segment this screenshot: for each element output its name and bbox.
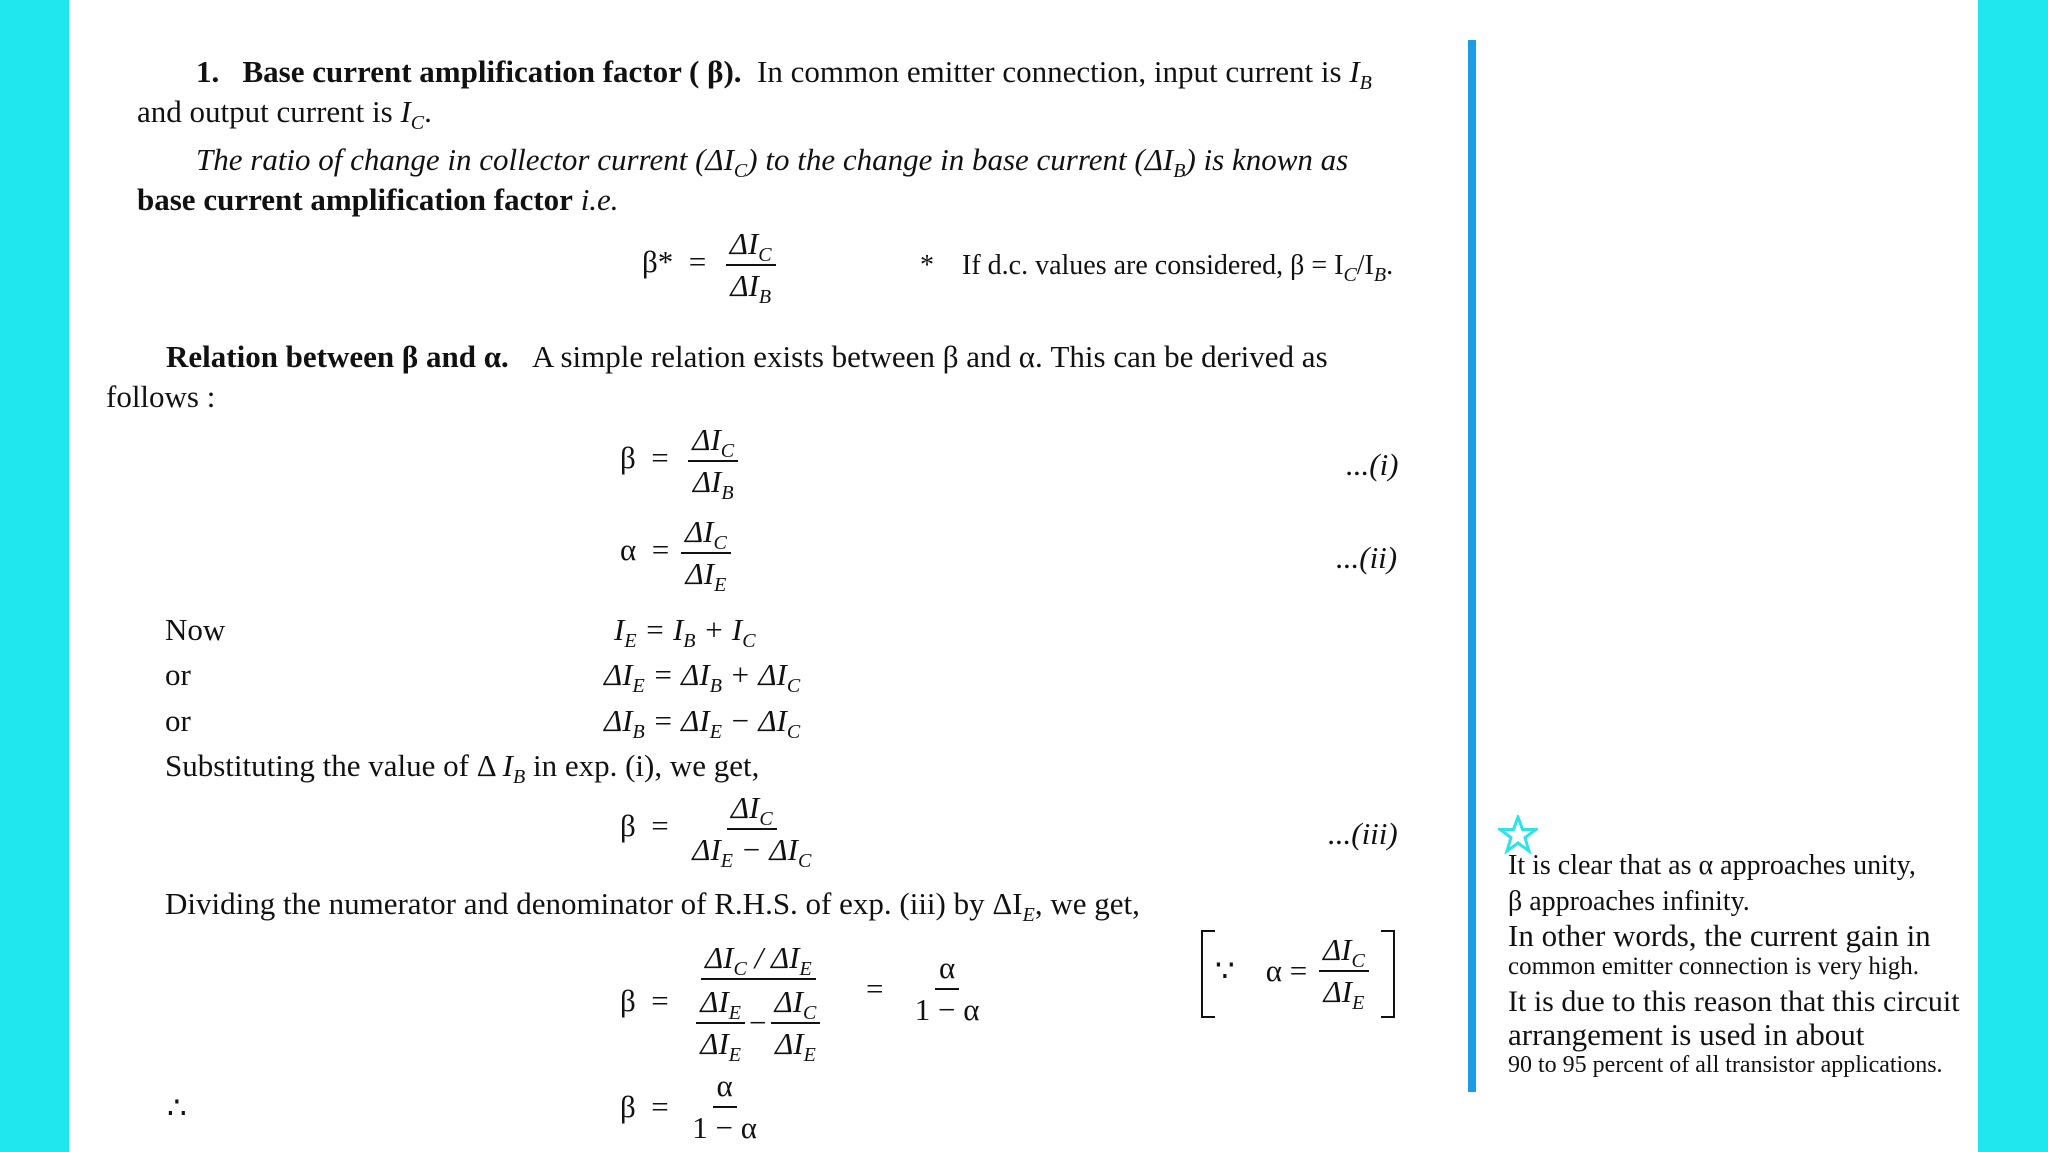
- ie-abbrev: i.e.: [572, 182, 619, 217]
- rhs-num: α: [935, 950, 959, 990]
- rhs-den: 1 − α: [914, 992, 980, 1027]
- fn-sub1: C: [1343, 264, 1357, 286]
- para2-var2: I: [1162, 142, 1174, 177]
- dividing-line: [165, 886, 1140, 926]
- frac-den-b: − ΔI: [733, 832, 798, 867]
- d1-den: ΔI: [700, 1026, 729, 1061]
- subst-var: I: [502, 748, 513, 783]
- sub-b: E: [709, 721, 722, 743]
- eq-lhs: α: [620, 532, 637, 568]
- tag-iii: ...(iii): [1328, 816, 1398, 851]
- sub-b: B: [683, 630, 696, 652]
- b-den-sub: E: [1352, 992, 1365, 1014]
- d2-num-sub: C: [803, 1002, 817, 1024]
- var-ic: I: [400, 94, 411, 129]
- expr-c: + ΔI: [721, 657, 787, 692]
- sub-b: B: [709, 675, 722, 697]
- para2-var1: I: [723, 142, 734, 177]
- star-icon: [1498, 815, 1538, 855]
- expr-c: + I: [695, 612, 743, 647]
- inner-fraction-1: [696, 984, 745, 1066]
- subst-text-b: in exp. (i), we get,: [525, 748, 760, 783]
- footnote-text: If d.c. values are considered, β = I: [962, 250, 1344, 281]
- fraction: [726, 226, 776, 308]
- b-num-sub: C: [1351, 950, 1365, 972]
- fraction: [681, 514, 731, 596]
- para2-text-c: ) is known as: [1185, 142, 1349, 177]
- frac-den-sub: B: [721, 482, 734, 504]
- label-or-1: or: [165, 657, 191, 692]
- para2-sub1: C: [733, 160, 748, 182]
- final-num: α: [713, 1068, 737, 1108]
- footnote: [920, 250, 1394, 286]
- para2-text-a: The ratio of change in collector current (Δ: [196, 142, 724, 177]
- d1-den-sub: E: [728, 1044, 742, 1066]
- dividing-text-b: , we get,: [1034, 886, 1140, 921]
- frac-den: ΔI: [685, 556, 715, 591]
- side-note-line-6: arrangement is used in about: [1508, 1017, 1865, 1052]
- eq-lhs: β: [620, 808, 636, 844]
- therefore-symbol: ∴: [167, 1090, 187, 1125]
- sub-c: C: [742, 630, 756, 652]
- fn-end: .: [1386, 250, 1394, 281]
- d2-den-sub: E: [803, 1044, 816, 1066]
- frac-den-sub: E: [714, 574, 727, 596]
- minus: −: [749, 1005, 767, 1040]
- subst-sub: B: [513, 766, 526, 788]
- equation-iii: β = $\frac{\Delta I_C}{\Delta I_E - \Delta I_C}$: [620, 790, 819, 868]
- tag-i: ...(i): [1346, 447, 1399, 482]
- para2-line1: [196, 142, 1349, 182]
- side-note-line-3: In other words, the current gain in: [1508, 918, 1931, 953]
- para2-text-b: ) to the change in base current (Δ: [747, 142, 1163, 177]
- relation-heading: Relation between β and α.: [166, 339, 509, 374]
- sub-c: C: [410, 112, 425, 134]
- expr-a: I: [614, 612, 625, 647]
- expr-b: = ΔI: [644, 703, 710, 738]
- num-mid: / ΔI: [746, 940, 800, 975]
- num-sub1: C: [733, 958, 747, 980]
- para1-number: 1.: [196, 54, 220, 89]
- expr-or-1: [604, 657, 801, 697]
- tag-ii: ...(ii): [1336, 540, 1398, 575]
- left-bracket: [1201, 930, 1215, 1018]
- expr-now: [614, 612, 756, 652]
- para1-line2: [137, 94, 432, 134]
- side-note-line-4: common emitter connection is very high.: [1508, 953, 1920, 980]
- relation-line2: follows :: [106, 379, 216, 414]
- frac-num-sub: C: [713, 532, 727, 554]
- rhs-fraction: [911, 950, 984, 1028]
- para1-text-b: and output current is: [137, 94, 401, 129]
- para1-line1: [196, 54, 1372, 94]
- equation-ii: α = $\frac{\Delta I_C}{\Delta I_E}$: [620, 514, 735, 592]
- para1-text-a: In common emitter connection, input current is: [757, 54, 1350, 89]
- frac-num: ΔI: [730, 790, 760, 825]
- frac-num-sub: C: [720, 440, 735, 462]
- fraction: [688, 790, 815, 872]
- right-bracket: [1381, 930, 1395, 1018]
- d1-num: ΔI: [700, 984, 729, 1019]
- frac-den-sub: B: [758, 286, 772, 308]
- label-now: Now: [165, 612, 226, 647]
- bold-term: base current amplification factor: [137, 182, 573, 217]
- d1-num-sub: E: [728, 1002, 742, 1024]
- eq-lhs: β: [620, 1089, 636, 1124]
- label-or-2: or: [165, 703, 191, 738]
- dividing-sub: E: [1022, 904, 1035, 926]
- expr-a: ΔI: [604, 703, 633, 738]
- sub-c: C: [786, 721, 801, 743]
- side-note-line-7: 90 to 95 percent of all transistor applications.: [1508, 1052, 1943, 1078]
- fraction: [688, 422, 738, 504]
- side-note-line-2: β approaches infinity.: [1508, 886, 1750, 917]
- sub-b: B: [1359, 72, 1372, 94]
- substituting-line: [165, 748, 760, 788]
- frac-num-sub: C: [759, 808, 773, 830]
- fn-mid: /I: [1356, 250, 1374, 281]
- final-den: 1 − α: [692, 1110, 757, 1145]
- var-ib: I: [1349, 54, 1360, 89]
- frac-num: ΔI: [729, 226, 759, 261]
- vertical-divider-bar: [1468, 40, 1476, 1092]
- frac-den-sub-b: C: [797, 850, 812, 872]
- final-fraction: [688, 1068, 761, 1146]
- equation-i: β = $\frac{\Delta I_C}{\Delta I_B}$: [620, 422, 742, 500]
- sub-c: C: [786, 675, 801, 697]
- sub-a: E: [624, 630, 637, 652]
- num: ΔI: [704, 940, 734, 975]
- dividing-text-a: Dividing the numerator and denominator of R.H.S. of exp. (iii) by ΔI: [165, 886, 1023, 921]
- equation-iv: β = $\Delta I_C / \Delta I_E$ $\frac{\Delta I_E}{\Delta I_E}$ − $\frac{\Delta I_C}{\Delta I_E}$: [620, 940, 832, 1062]
- alpha-eq: α =: [1265, 953, 1308, 988]
- side-note-line-5: It is due to this reason that this circuit: [1508, 985, 1960, 1018]
- relation-text: A simple relation exists between β and α. This can be derived as: [532, 339, 1328, 374]
- footnote-mark: *: [920, 250, 934, 281]
- frac-den-a: ΔI: [692, 832, 721, 867]
- subst-text-a: Substituting the value of Δ: [165, 748, 503, 783]
- b-den: ΔI: [1323, 974, 1353, 1009]
- sub-a: B: [632, 721, 645, 743]
- expr-a: ΔI: [604, 657, 633, 692]
- equation-final: β = $\frac{\alpha}{1 - \alpha}$: [620, 1068, 765, 1146]
- frac-num-sub: C: [758, 244, 772, 266]
- expr-b: = ΔI: [644, 657, 710, 692]
- expr-b: = I: [636, 612, 684, 647]
- frac-num: ΔI: [692, 422, 721, 457]
- because-fraction: [1319, 932, 1369, 1014]
- b-num: ΔI: [1322, 932, 1352, 967]
- sub-a: E: [632, 675, 645, 697]
- equation-iv-rhs: = $\frac{\alpha}{1 - \alpha}$: [866, 950, 987, 1028]
- d2-num: ΔI: [774, 984, 804, 1019]
- para1-heading: Base current amplification factor ( β).: [242, 54, 742, 89]
- eq-lhs: β*: [642, 244, 674, 280]
- frac-den: ΔI: [730, 268, 759, 303]
- side-note-line-1: It is clear that as α approaches unity,: [1508, 850, 1916, 881]
- because-symbol: ∵: [1215, 953, 1235, 988]
- because-note: [1215, 932, 1373, 1014]
- frac-den-sub-a: E: [720, 850, 734, 872]
- relation-line1: [166, 339, 1328, 375]
- period: .: [424, 94, 432, 129]
- expr-c: − ΔI: [721, 703, 787, 738]
- eq-lhs: β: [620, 983, 636, 1018]
- expr-or-2: [604, 703, 801, 743]
- d2-den: ΔI: [775, 1026, 804, 1061]
- eq-lhs: β: [620, 440, 636, 476]
- num-sub2: E: [799, 958, 812, 980]
- compound-fraction: [688, 940, 828, 1066]
- frac-num: ΔI: [684, 514, 714, 549]
- equation-beta-star: β* = $\frac{\Delta I_C}{\Delta I_B}$: [642, 226, 780, 304]
- para2-line2: [137, 182, 619, 218]
- fn-sub2: B: [1373, 264, 1387, 286]
- inner-fraction-2: [771, 984, 821, 1066]
- frac-den: ΔI: [692, 464, 722, 499]
- para2-sub2: B: [1173, 160, 1186, 182]
